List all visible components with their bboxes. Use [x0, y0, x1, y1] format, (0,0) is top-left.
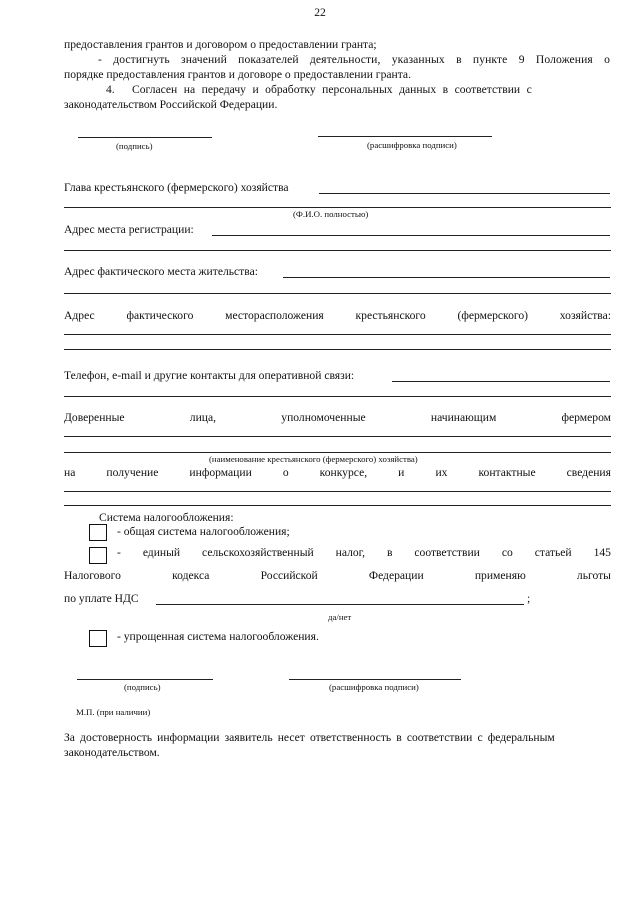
stamp-label: М.П. (при наличии) [76, 707, 151, 717]
farm-name-caption: (наименование крестьянского (фермерского) хозяйства) [209, 454, 418, 464]
farm-head-label: Глава крестьянского (фермерского) хозяйства [64, 181, 289, 194]
farm-location-label: Адрес фактического месторасположения крестьянского (фермерского) хозяйства: [64, 309, 611, 322]
page-number: 22 [314, 6, 326, 19]
general-tax-checkbox[interactable] [89, 524, 107, 541]
footer-line-2: законодательством. [64, 746, 160, 759]
yes-no-caption: да/нет [328, 612, 352, 622]
signature-line-bottom[interactable] [77, 679, 213, 680]
receive-info-field-2[interactable] [64, 505, 611, 506]
farm-location-field[interactable] [64, 334, 611, 335]
intro-line-3: порядке предоставления грантов и договоре о предоставлении гранта. [64, 68, 411, 81]
esn-tax-label: - единый сельскохозяйственный налог, в соответствии со статьей 145 [117, 546, 611, 559]
farm-head-field-2[interactable] [64, 207, 611, 208]
trusted-persons-field[interactable] [64, 436, 611, 437]
intro-line-4: Согласен на передачу и обработку персональных данных в соответствии с [132, 83, 532, 96]
intro-line-1: предоставления грантов и договором о предоставлении гранта; [64, 38, 377, 51]
general-tax-label: - общая система налогообложения; [117, 525, 290, 538]
signature-caption-bottom: (подпись) [124, 682, 161, 692]
tax-heading: Система налогообложения: [99, 511, 234, 524]
farm-location-field-2[interactable] [64, 349, 611, 350]
intro-item-number: 4. [106, 83, 115, 96]
simplified-tax-label: - упрощенная система налогообложения. [117, 630, 319, 643]
signature-caption-top: (подпись) [116, 141, 153, 151]
receive-info-field[interactable] [64, 491, 611, 492]
signature-decode-line-bottom[interactable] [289, 679, 461, 680]
vat-label: по уплате НДС [64, 592, 139, 605]
actual-address-field-2[interactable] [64, 293, 611, 294]
contacts-field-2[interactable] [64, 396, 611, 397]
reg-address-label: Адрес места регистрации: [64, 223, 194, 236]
actual-address-field[interactable] [283, 277, 610, 278]
trusted-persons-label: Доверенные лица, уполномоченные начинающим фермером [64, 411, 611, 424]
actual-address-label: Адрес фактического места жительства: [64, 265, 258, 278]
trusted-persons-field-2[interactable] [64, 452, 611, 453]
signature-decode-line-top[interactable] [318, 136, 492, 137]
reg-address-field-2[interactable] [64, 250, 611, 251]
farm-head-field[interactable] [319, 193, 610, 194]
fio-caption: (Ф.И.О. полностью) [293, 209, 369, 219]
esn-tax-label-line2: Налогового кодекса Российской Федерации применяю льготы [64, 569, 611, 582]
contacts-label: Телефон, e-mail и другие контакты для оперативной связи: [64, 369, 355, 382]
vat-field[interactable] [156, 604, 524, 605]
esn-tax-checkbox[interactable] [89, 547, 107, 564]
intro-line-5: законодательством Российской Федерации. [64, 98, 278, 111]
signature-decode-caption-top: (расшифровка подписи) [367, 140, 457, 150]
simplified-tax-checkbox[interactable] [89, 630, 107, 647]
footer-line-1: За достоверность информации заявитель несет ответственность в соответствии с федеральным [64, 731, 555, 744]
contacts-field[interactable] [392, 381, 610, 382]
intro-line-2: - достигнуть значений показателей деятельности, указанных в пункте 9 Положения о [98, 53, 610, 66]
receive-info-label: на получение информации о конкурсе, и их контактные сведения [64, 466, 611, 479]
signature-line-top[interactable] [78, 137, 212, 138]
reg-address-field[interactable] [212, 235, 610, 236]
vat-end: ; [527, 592, 531, 605]
signature-decode-caption-bottom: (расшифровка подписи) [329, 682, 419, 692]
